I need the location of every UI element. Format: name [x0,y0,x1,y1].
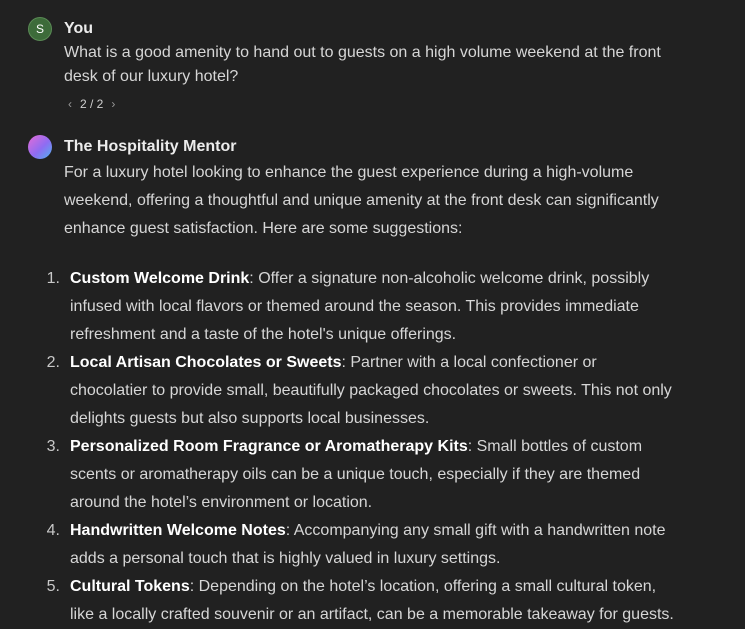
list-item-number: 1. [46,270,60,287]
list-item [46,573,674,629]
list-item-body: : Partner with a local confectioner or chocolatier to provide small, beautifully packaged chocolates or sweets. This not only delights guests but also supports local businesses. [70,354,672,427]
list-item-title: Personalized Room Fragrance or Aromatherapy Kits [70,438,468,455]
assistant-author: The Hospitality Mentor [64,138,237,155]
list-item-number: 4. [46,522,60,539]
list-item-title: Cultural Tokens [70,578,190,595]
suggestion-list [46,265,674,629]
list-item-body: : Depending on the hotel’s location, offering a small cultural token, like a locally crafted souvenir or an artifact, can be a memorable takeaway for guests. [70,578,674,623]
user-message [28,17,728,113]
assistant-avatar-icon [28,135,52,159]
list-item-number: 3. [46,438,60,455]
user-message-text: What is a good amenity to hand out to guests on a high volume weekend at the front desk of our luxury hotel? [64,44,661,85]
list-item-body: : Offer a signature non-alcoholic welcome drink, possibly infused with local flavors or themed around the season. This provides immediate refreshment and a taste of the hotel's unique offerings. [70,270,650,343]
chevron-right-icon[interactable]: › [111,97,116,111]
list-item-body: : Accompanying any small gift with a handwritten note adds a personal touch that is highly valued in luxury settings. [70,522,666,567]
chevron-left-icon[interactable]: ‹ [68,97,72,111]
list-item-number: 5. [46,578,60,595]
response-pager [64,95,676,113]
user-avatar-letter: S [35,22,44,36]
list-item-title: Handwritten Welcome Notes [70,522,286,539]
list-item-body: : Small bottles of custom scents or aromatherapy oils can be a unique touch, especially if they are themed around the hotel’s environment or location. [70,438,643,511]
assistant-intro: For a luxury hotel looking to enhance the guest experience during a high-volume weekend, offering a thoughtful and unique amenity at the front desk can significantly enhance guest satisfaction. Here are some suggestions: [64,164,659,237]
list-item-number: 2. [46,354,60,371]
assistant-message [28,135,728,629]
user-author: You [64,20,94,37]
list-item [46,265,674,349]
list-item-title: Local Artisan Chocolates or Sweets [70,354,342,371]
list-item [46,349,674,433]
list-item-title: Custom Welcome Drink [70,270,250,287]
list-item [46,517,674,573]
pager-count: 2 / 2 [80,97,104,111]
user-avatar [28,17,52,41]
list-item [46,433,674,517]
